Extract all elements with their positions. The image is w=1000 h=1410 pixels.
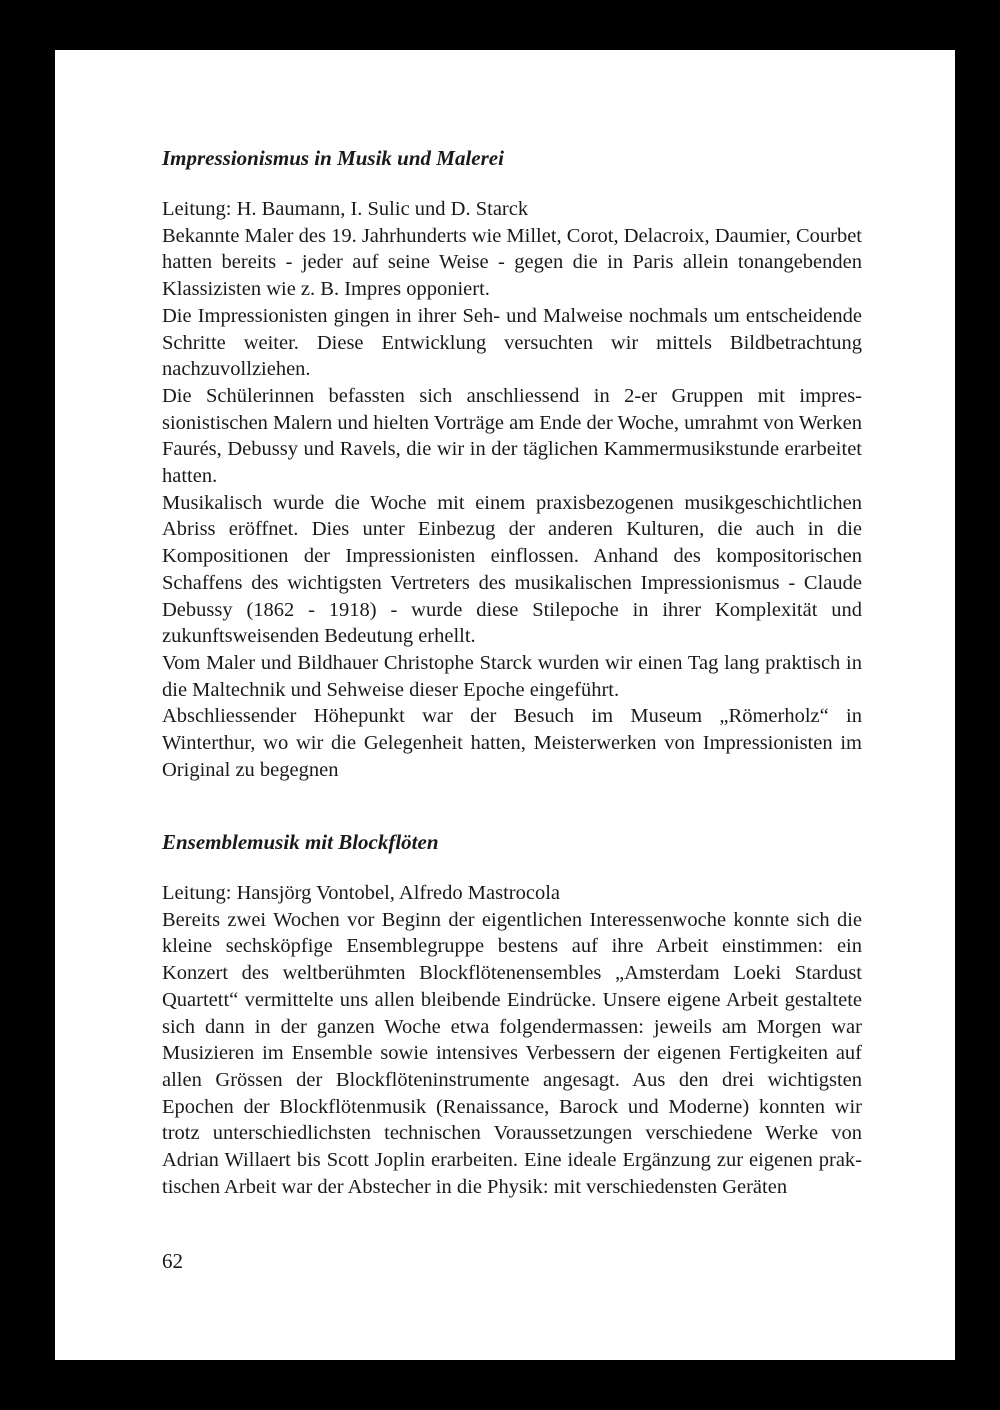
document-page bbox=[55, 50, 955, 1360]
paragraph: Die Schülerinnen befassten sich anschliessend in 2-er Gruppen mit impressionistischen Malern und hielten Vorträge am Ende der Woche, umrahmt von Werken Faurés, Debussy und Ravels, die wir in der täglichen Kammermusikstunde erarbeitet hatten. bbox=[162, 384, 862, 488]
paragraph: Abschliessender Höhepunkt war der Besuch im Museum „Römerholz“ in Winterthur, wo wir die Gelegenheit hatten, Meisterwerken von Impressionisten im Original zu begegnen bbox=[162, 705, 862, 781]
section-body-ensemblemusik bbox=[162, 880, 862, 1200]
section-body-impressionismus bbox=[162, 196, 862, 783]
leitung-line: Leitung: Hansjörg Vontobel, Alfredo Mastrocola bbox=[162, 882, 560, 904]
paragraph: Vom Maler und Bildhauer Christophe Starck wurden wir einen Tag lang praktisch in die Maltechnik und Sehweise dieser Epoche eingeführt. bbox=[162, 651, 862, 701]
paragraph: Bekannte Maler des 19. Jahrhunderts wie Millet, Corot, Delacroix, Daumier, Courbet hatten bereits - jeder auf seine Weise - gegen die in Paris allein tonangebenden Klassizisten wie z. B. Impres opponiert. bbox=[162, 224, 862, 301]
section-title-ensemblemusik: Ensemblemusik mit Blockflöten bbox=[162, 830, 439, 854]
page-number: 62 bbox=[162, 1249, 183, 1273]
paragraph: Die Impressionisten gingen in ihrer Seh- und Malweise nochmals um entscheidende Schritte weiter. Diese Entwicklung versuchten wir mittels Bildbetrachtung nachzuvollziehen. bbox=[162, 304, 862, 381]
section-title-impressionismus: Impressionismus in Musik und Malerei bbox=[162, 146, 504, 170]
paragraph: Musikalisch wurde die Woche mit einem praxisbezogenen musikgeschichtlichen Abriss eröffnet. Dies unter Einbezug der anderen Kulturen, die auch in die Kompositionen der Impressionisten einflossen. Anhand des kompositorischen Schaffens des wichtigsten Vertreters des musikalischen Impressionismus - Claude Debussy (1862 - 1918) - wurde diese Stilepoche in ihrer Komplexität und zukunftsweisenden Bedeutung erhellt. bbox=[162, 491, 862, 648]
paragraph: Bereits zwei Wochen vor Beginn der eigentlichen Interessenwoche konnte sich die kleine sechsköpfige Ensemblegruppe bestens auf ihre Arbeit einstimmen: ein Konzert des weltberühmten Blockflötenensembles „Amsterdam Loeki Stardust Quartett“ vermittelte uns allen bleibende Eindrücke. Unsere eigene Arbeit gestaltete sich dann in der ganzen Woche etwa folgendermassen: jeweils am Morgen war Musizieren im Ensemble sowie intensives Verbessern der eigenen Fertigkeiten auf allen Grössen der Blockflöteninstrumente angesagt. Aus den drei wichtigsten Epochen der Blockflötenmusik (Renaissance, Barock und Moderne) konnten wir trotz unterschiedlichsten technischen Voraussetzungen verschiedene Werke von Adrian Willaert bis Scott Joplin erarbeiten. Eine ideale Ergänzung zur eigenen praktischen Arbeit war der Abstecher in die Physik: mit verschiedensten Geräten bbox=[162, 908, 862, 1198]
leitung-line: Leitung: H. Baumann, I. Sulic und D. Starck bbox=[162, 198, 529, 220]
